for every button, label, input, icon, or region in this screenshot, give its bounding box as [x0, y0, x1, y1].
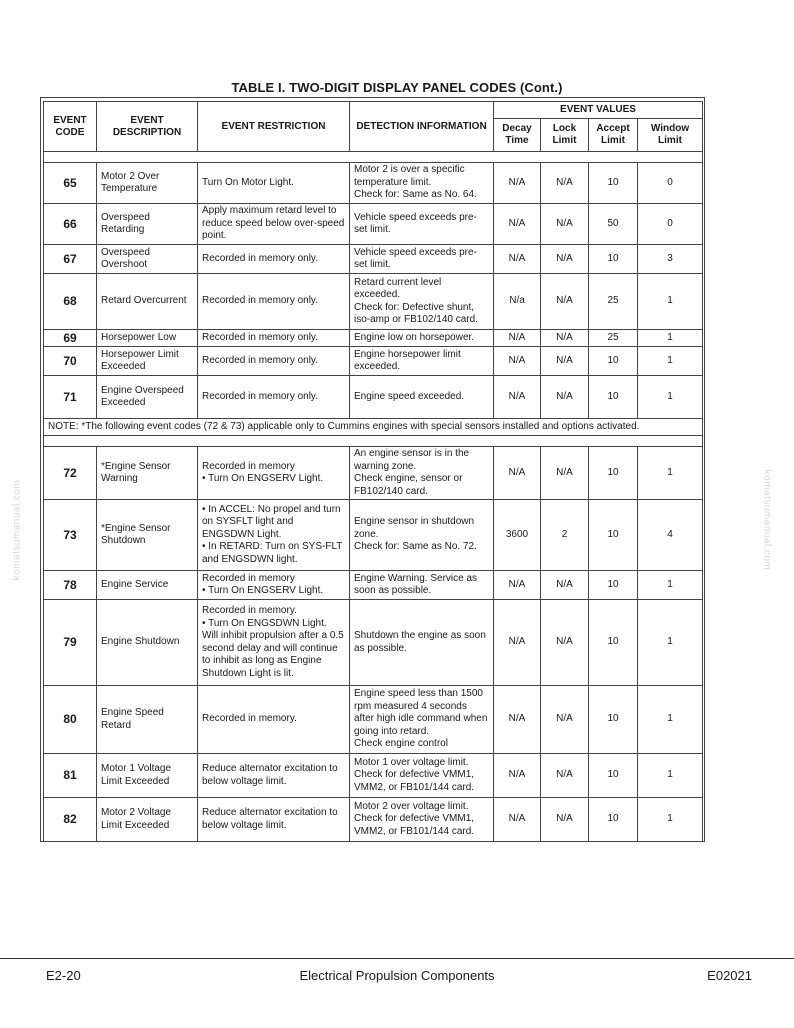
table-row [44, 447, 703, 500]
detection-information-cell: Engine horsepower limit exceeded. [350, 347, 494, 376]
event-codes-table [43, 101, 703, 842]
lock-limit-cell: N/A [541, 163, 589, 204]
accept-limit-cell: 10 [589, 500, 638, 571]
event-description-cell: Overspeed Retarding [97, 204, 198, 245]
header-event-description: EVENT DESCRIPTION [97, 102, 198, 152]
event-description-cell: Motor 1 Voltage Limit Exceeded [97, 754, 198, 798]
event-restriction-cell: Recorded in memory only. [198, 274, 350, 330]
window-limit-cell: 1 [638, 376, 703, 419]
event-description-cell: Motor 2 Voltage Limit Exceeded [97, 798, 198, 842]
accept-limit-cell: 10 [589, 571, 638, 600]
decay-time-cell: N/a [494, 274, 541, 330]
window-limit-cell: 1 [638, 447, 703, 500]
event-code-cell: 68 [44, 274, 97, 330]
table-body-part-1 [44, 152, 703, 419]
event-restriction-cell: • In ACCEL: No propel and turn on SYSFLT light and ENGSDWN Light. • In RETARD: Turn on SYS-FLT and ENGSDWN light. [198, 500, 350, 571]
accept-limit-cell: 10 [589, 376, 638, 419]
event-code-cell: 71 [44, 376, 97, 419]
detection-information-cell: Vehicle speed exceeds pre-set limit. [350, 245, 494, 274]
detection-information-cell: Retard current level exceeded. Check for: Defective shunt, iso-amp or FB102/140 card. [350, 274, 494, 330]
table-row [44, 163, 703, 204]
spacer-row [44, 436, 703, 447]
event-description-cell: Engine Service [97, 571, 198, 600]
accept-limit-cell: 10 [589, 600, 638, 686]
decay-time-cell: N/A [494, 571, 541, 600]
spacer-row [44, 152, 703, 163]
lock-limit-cell: N/A [541, 330, 589, 347]
accept-limit-cell: 10 [589, 798, 638, 842]
event-restriction-cell: Apply maximum retard level to reduce speed below over-speed point. [198, 204, 350, 245]
lock-limit-cell: N/A [541, 204, 589, 245]
decay-time-cell: N/A [494, 245, 541, 274]
event-restriction-cell: Recorded in memory • Turn On ENGSERV Light. [198, 571, 350, 600]
footer-rule [0, 958, 794, 959]
event-description-cell: Horsepower Limit Exceeded [97, 347, 198, 376]
window-limit-cell: 1 [638, 347, 703, 376]
window-limit-cell: 1 [638, 274, 703, 330]
accept-limit-cell: 10 [589, 245, 638, 274]
event-description-cell: Overspeed Overshoot [97, 245, 198, 274]
lock-limit-cell: N/A [541, 754, 589, 798]
event-code-cell: 82 [44, 798, 97, 842]
window-limit-cell: 1 [638, 330, 703, 347]
lock-limit-cell: N/A [541, 347, 589, 376]
accept-limit-cell: 10 [589, 447, 638, 500]
table-row [44, 571, 703, 600]
detection-information-cell: Motor 1 over voltage limit. Check for defective VMM1, VMM2, or FB101/144 card. [350, 754, 494, 798]
event-restriction-cell: Recorded in memory only. [198, 376, 350, 419]
table-row [44, 600, 703, 686]
detection-information-cell: Engine low on horsepower. [350, 330, 494, 347]
decay-time-cell: N/A [494, 330, 541, 347]
decay-time-cell: N/A [494, 798, 541, 842]
detection-information-cell: An engine sensor is in the warning zone. Check engine, sensor or FB102/140 card. [350, 447, 494, 500]
detection-information-cell: Engine sensor in shutdown zone. Check for: Same as No. 72. [350, 500, 494, 571]
table-row [44, 245, 703, 274]
footer-section-title: Electrical Propulsion Components [299, 968, 495, 983]
lock-limit-cell: N/A [541, 686, 589, 754]
table-title: TABLE I. TWO-DIGIT DISPLAY PANEL CODES (Cont.) [231, 80, 563, 95]
note-section [44, 419, 703, 447]
decay-time-cell: N/A [494, 447, 541, 500]
decay-time-cell: N/A [494, 204, 541, 245]
event-code-cell: 69 [44, 330, 97, 347]
note-row [44, 419, 703, 436]
window-limit-cell: 1 [638, 571, 703, 600]
event-restriction-cell: Recorded in memory only. [198, 330, 350, 347]
event-description-cell: *Engine Sensor Shutdown [97, 500, 198, 571]
detection-information-cell: Motor 2 is over a specific temperature limit. Check for: Same as No. 64. [350, 163, 494, 204]
table-row [44, 686, 703, 754]
table-row [44, 376, 703, 419]
event-restriction-cell: Reduce alternator excitation to below voltage limit. [198, 798, 350, 842]
event-code-cell: 80 [44, 686, 97, 754]
decay-time-cell: N/A [494, 686, 541, 754]
window-limit-cell: 1 [638, 600, 703, 686]
lock-limit-cell: N/A [541, 447, 589, 500]
detection-information-cell: Engine speed less than 1500 rpm measured 4 seconds after high idle command when going into retard. Check engine control [350, 686, 494, 754]
event-restriction-cell: Recorded in memory only. [198, 245, 350, 274]
detection-information-cell: Shutdown the engine as soon as possible. [350, 600, 494, 686]
event-restriction-cell: Reduce alternator excitation to below voltage limit. [198, 754, 350, 798]
event-code-cell: 66 [44, 204, 97, 245]
accept-limit-cell: 10 [589, 347, 638, 376]
window-limit-cell: 0 [638, 163, 703, 204]
window-limit-cell: 0 [638, 204, 703, 245]
table-body-part-2 [44, 447, 703, 842]
event-code-cell: 65 [44, 163, 97, 204]
lock-limit-cell: N/A [541, 798, 589, 842]
detection-information-cell: Vehicle speed exceeds pre-set limit. [350, 204, 494, 245]
event-description-cell: Engine Shutdown [97, 600, 198, 686]
event-code-cell: 78 [44, 571, 97, 600]
detection-information-cell: Motor 2 over voltage limit. Check for defective VMM1, VMM2, or FB101/144 card. [350, 798, 494, 842]
header-event-code: EVENT CODE [44, 102, 97, 152]
detection-information-cell: Engine speed exceeded. [350, 376, 494, 419]
note-text: NOTE: *The following event codes (72 & 73) applicable only to Cummins engines with special sensors installed and options activated. [44, 419, 703, 436]
accept-limit-cell: 25 [589, 274, 638, 330]
window-limit-cell: 1 [638, 686, 703, 754]
watermark-right: komatsumanual.com [761, 469, 773, 571]
window-limit-cell: 1 [638, 754, 703, 798]
decay-time-cell: N/A [494, 754, 541, 798]
window-limit-cell: 1 [638, 798, 703, 842]
decay-time-cell: N/A [494, 347, 541, 376]
event-restriction-cell: Recorded in memory • Turn On ENGSERV Light. [198, 447, 350, 500]
decay-time-cell: N/A [494, 163, 541, 204]
window-limit-cell: 3 [638, 245, 703, 274]
footer-document-id: E02021 [707, 968, 752, 983]
header-window-limit: Window Limit [638, 119, 703, 152]
lock-limit-cell: N/A [541, 600, 589, 686]
event-code-cell: 73 [44, 500, 97, 571]
accept-limit-cell: 50 [589, 204, 638, 245]
decay-time-cell: N/A [494, 600, 541, 686]
event-code-cell: 67 [44, 245, 97, 274]
event-description-cell: *Engine Sensor Warning [97, 447, 198, 500]
table-row [44, 798, 703, 842]
accept-limit-cell: 10 [589, 754, 638, 798]
event-description-cell: Engine Speed Retard [97, 686, 198, 754]
header-event-restriction: EVENT RESTRICTION [198, 102, 350, 152]
header-lock-limit: Lock Limit [541, 119, 589, 152]
header-accept-limit: Accept Limit [589, 119, 638, 152]
lock-limit-cell: 2 [541, 500, 589, 571]
table-row [44, 274, 703, 330]
decay-time-cell: N/A [494, 376, 541, 419]
accept-limit-cell: 10 [589, 686, 638, 754]
event-restriction-cell: Recorded in memory. • Turn On ENGSDWN Light. Will inhibit propulsion after a 0.5 second delay and will continue to inhibit as long as Engine Shutdown Light is lit. [198, 600, 350, 686]
lock-limit-cell: N/A [541, 571, 589, 600]
event-description-cell: Engine Overspeed Exceeded [97, 376, 198, 419]
event-description-cell: Retard Overcurrent [97, 274, 198, 330]
lock-limit-cell: N/A [541, 274, 589, 330]
table-row [44, 500, 703, 571]
accept-limit-cell: 25 [589, 330, 638, 347]
detection-information-cell: Engine Warning. Service as soon as possible. [350, 571, 494, 600]
table-row [44, 754, 703, 798]
header-detection-information: DETECTION INFORMATION [350, 102, 494, 152]
table-row [44, 347, 703, 376]
event-code-cell: 79 [44, 600, 97, 686]
header-decay-time: Decay Time [494, 119, 541, 152]
header-event-values: EVENT VALUES [494, 102, 703, 119]
table-row [44, 204, 703, 245]
event-restriction-cell: Recorded in memory. [198, 686, 350, 754]
window-limit-cell: 4 [638, 500, 703, 571]
event-restriction-cell: Recorded in memory only. [198, 347, 350, 376]
event-code-cell: 81 [44, 754, 97, 798]
event-code-cell: 70 [44, 347, 97, 376]
decay-time-cell: 3600 [494, 500, 541, 571]
footer-page-number: E2-20 [46, 968, 81, 983]
event-restriction-cell: Turn On Motor Light. [198, 163, 350, 204]
event-description-cell: Horsepower Low [97, 330, 198, 347]
event-description-cell: Motor 2 Over Temperature [97, 163, 198, 204]
lock-limit-cell: N/A [541, 245, 589, 274]
lock-limit-cell: N/A [541, 376, 589, 419]
accept-limit-cell: 10 [589, 163, 638, 204]
event-code-cell: 72 [44, 447, 97, 500]
table-row [44, 330, 703, 347]
watermark-left: komatsumanual.com [11, 479, 23, 581]
